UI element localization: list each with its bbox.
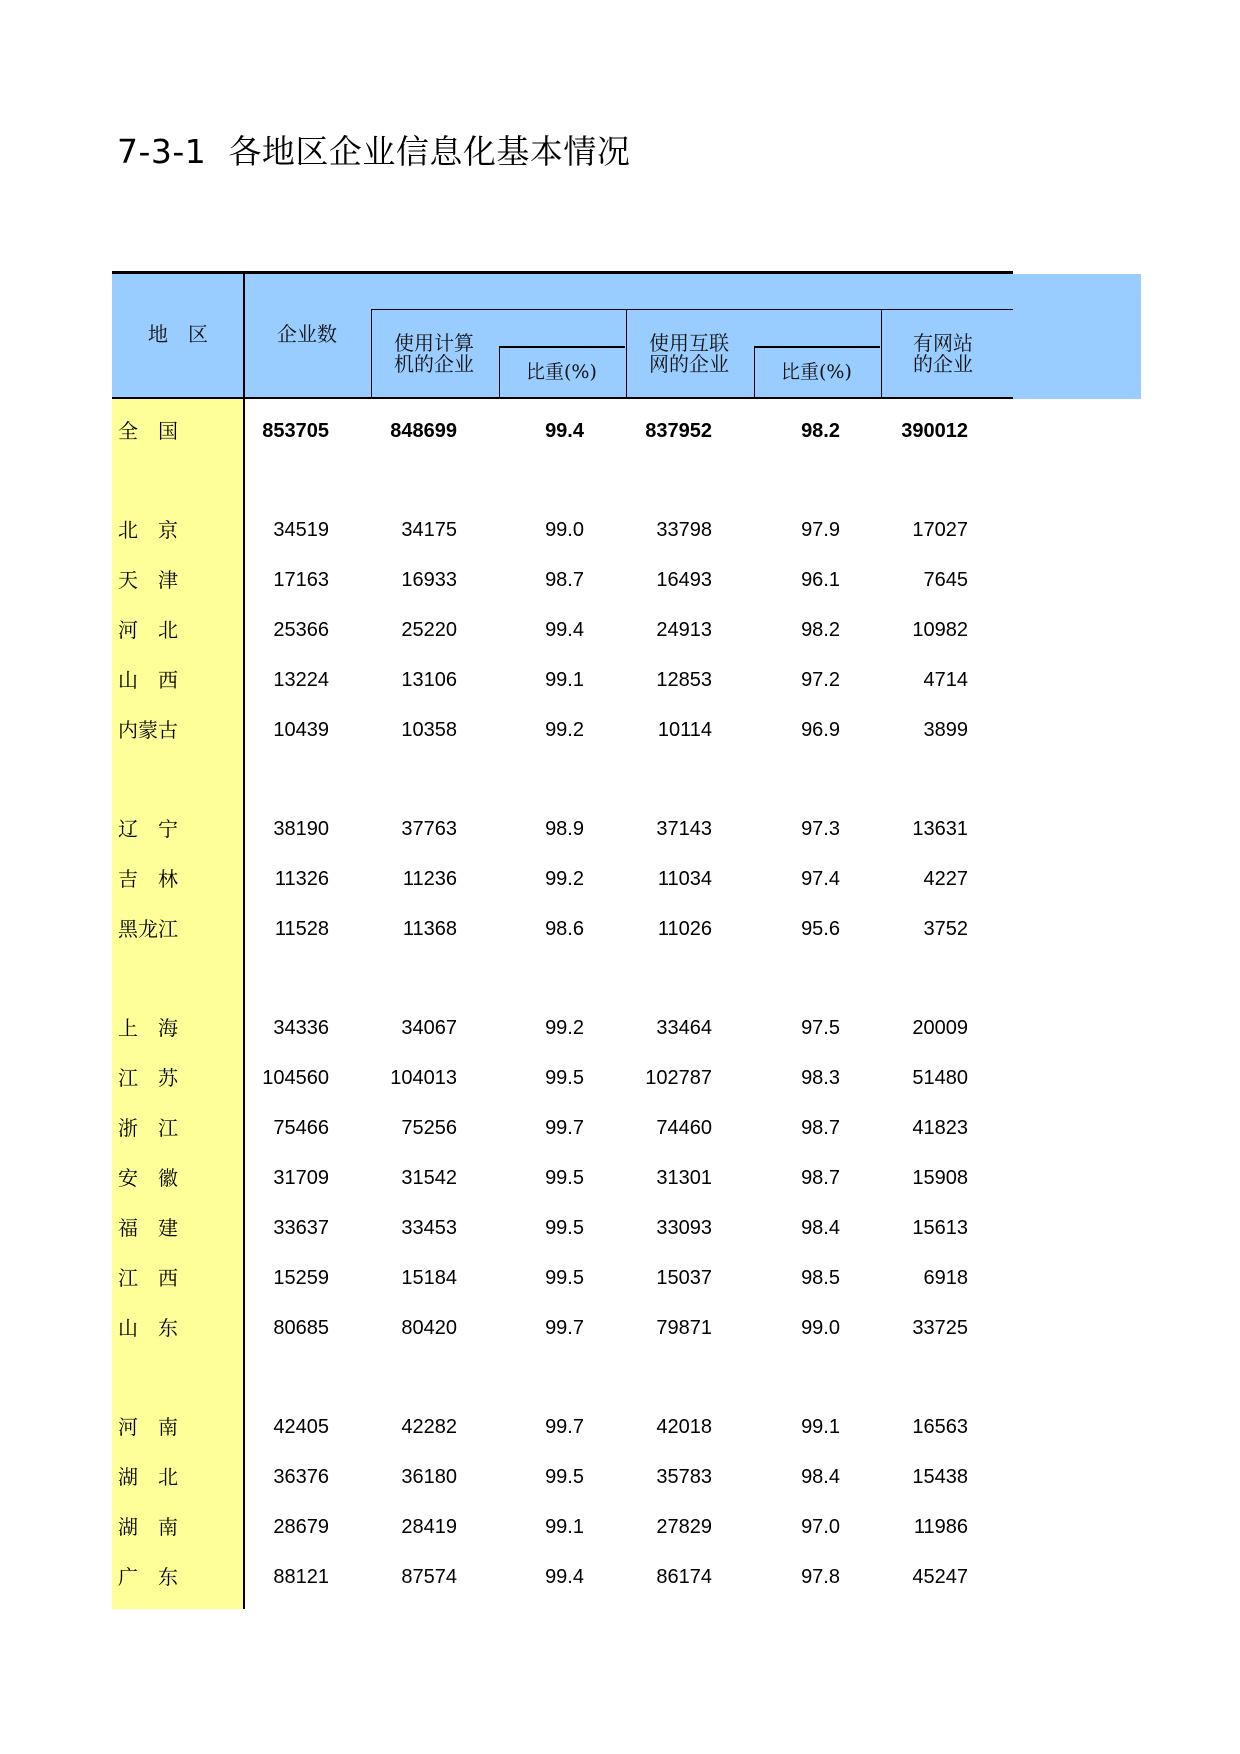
table-row [112,514,1012,546]
header-computer-line2: 机的企业 [394,352,474,376]
table-row [112,813,1012,845]
cell-enterprises: 13224 [273,669,329,691]
cell-computer: 11236 [402,868,457,890]
region-name: 广 东 [118,1565,178,1589]
cell-website: 13631 [912,818,968,840]
region-name: 湖 南 [118,1515,178,1539]
header-top-rule [112,271,1013,274]
cell-internet: 12853 [656,669,712,691]
cell-enterprises: 33637 [273,1217,329,1239]
table-row [112,1312,1012,1344]
table-row [112,564,1012,596]
subheader-rule [371,309,1013,310]
cell-computer-pct: 99.4 [545,420,584,442]
cell-internet-pct: 97.2 [801,669,840,691]
col-divider-2 [499,346,500,398]
region-name: 北 京 [118,518,178,542]
table-row [112,614,1012,646]
cell-internet-pct: 98.7 [801,1117,840,1139]
cell-internet: 837952 [645,420,712,442]
table-row [112,1511,1012,1543]
table-row [112,1062,1012,1094]
cell-enterprises: 34336 [273,1017,329,1039]
cell-internet-pct: 97.0 [801,1516,840,1538]
cell-enterprises: 42405 [273,1416,329,1438]
table-row [112,1561,1012,1593]
header-internet-line1: 使用互联 [649,331,729,355]
cell-computer: 104013 [390,1067,457,1089]
cell-computer-pct: 99.1 [545,1516,584,1538]
cell-computer: 16933 [401,569,457,591]
cell-enterprises: 28679 [273,1516,329,1538]
table-row [112,1461,1012,1493]
cell-website: 10982 [912,619,968,641]
cell-computer-pct: 99.4 [545,1566,584,1588]
cell-website: 7645 [923,569,968,591]
cell-computer-pct: 99.7 [545,1317,584,1339]
region-name: 安 徽 [118,1166,178,1190]
region-name: 浙 江 [118,1116,178,1140]
header-internet [649,333,729,375]
header-computer-line1: 使用计算 [394,331,474,355]
cell-computer-pct: 99.7 [545,1416,584,1438]
region-name: 福 建 [118,1216,178,1240]
cell-computer-pct: 99.2 [545,868,584,890]
cell-computer-pct: 99.7 [545,1117,584,1139]
cell-enterprises: 11326 [274,868,329,890]
cell-internet-pct: 97.3 [801,818,840,840]
cell-internet-pct: 96.9 [801,719,840,741]
header-enterprises: 企业数 [277,322,337,346]
cell-internet: 42018 [656,1416,712,1438]
col-divider-5 [881,309,882,398]
cell-internet-pct: 98.5 [801,1267,840,1289]
cell-website: 16563 [912,1416,968,1438]
table-row [112,664,1012,696]
table-row [112,1411,1012,1443]
cell-computer: 34067 [401,1017,457,1039]
cell-website: 4227 [923,868,968,890]
cell-computer-pct: 99.1 [545,669,584,691]
cell-internet-pct: 99.1 [801,1416,840,1438]
cell-computer-pct: 99.2 [545,1017,584,1039]
cell-internet: 86174 [656,1566,712,1588]
cell-internet: 74460 [656,1117,712,1139]
table-row [112,863,1012,895]
header-computer [394,333,474,375]
cell-internet-pct: 97.5 [801,1017,840,1039]
region-name: 河 南 [118,1415,178,1439]
cell-internet-pct: 97.8 [801,1566,840,1588]
cell-computer-pct: 99.5 [545,1466,584,1488]
cell-enterprises: 88121 [273,1566,329,1588]
header-website-line2: 的企业 [913,352,973,376]
cell-computer-pct: 99.5 [545,1167,584,1189]
cell-internet: 102787 [645,1067,712,1089]
region-name: 天 津 [118,568,178,592]
cell-website: 6918 [923,1267,968,1289]
cell-internet-pct: 98.4 [801,1217,840,1239]
col-divider-3 [626,309,627,398]
cell-internet-pct: 98.2 [801,420,840,442]
cell-internet-pct: 97.4 [801,868,840,890]
cell-computer: 75256 [401,1117,457,1139]
cell-enterprises: 11528 [274,918,329,940]
cell-computer-pct: 98.9 [545,818,584,840]
table-row [112,714,1012,746]
cell-internet: 37143 [656,818,712,840]
cell-enterprises: 75466 [273,1117,329,1139]
region-name: 辽 宁 [118,817,178,841]
cell-enterprises: 25366 [273,619,329,641]
cell-internet: 33464 [656,1017,712,1039]
cell-website: 33725 [912,1317,968,1339]
table-number: 7-3-1 [117,132,207,171]
cell-computer-pct: 99.0 [545,519,584,541]
cell-internet-pct: 98.4 [801,1466,840,1488]
cell-internet-pct: 97.9 [801,519,840,541]
table-title: 各地区企业信息化基本情况 [228,132,631,171]
cell-internet: 33798 [656,519,712,541]
cell-enterprises: 17163 [273,569,329,591]
table-row [112,1162,1012,1194]
cell-website: 15438 [912,1466,968,1488]
cell-computer: 80420 [401,1317,457,1339]
cell-computer: 36180 [401,1466,457,1488]
header-computer-pct: 比重(%) [526,361,597,383]
cell-enterprises: 80685 [273,1317,329,1339]
cell-internet: 24913 [656,619,712,641]
table-row [112,1212,1012,1244]
region-name: 吉 林 [118,867,178,891]
table-row [112,1012,1012,1044]
region-name: 黑龙江 [118,917,178,941]
cell-website: 390012 [901,420,968,442]
region-name: 江 西 [118,1266,178,1290]
cell-internet: 35783 [656,1466,712,1488]
header-website-line1: 有网站 [913,331,973,355]
cell-internet: 31301 [656,1167,712,1189]
col-divider-4 [754,346,755,398]
cell-website: 45247 [912,1566,968,1588]
cell-internet: 15037 [656,1267,712,1289]
cell-internet: 33093 [656,1217,712,1239]
header-bottom-rule [112,397,1013,399]
cell-website: 11986 [913,1516,968,1538]
region-name: 内蒙古 [118,718,178,742]
cell-internet: 79871 [656,1317,712,1339]
cell-enterprises: 104560 [262,1067,329,1089]
cell-internet: 27829 [656,1516,712,1538]
cell-website: 20009 [912,1017,968,1039]
header-region: 地 区 [148,322,208,346]
table-row [112,913,1012,945]
cell-computer: 33453 [401,1217,457,1239]
header-internet-line2: 网的企业 [649,352,729,376]
internet-pct-rule [754,346,880,348]
table-row [112,1112,1012,1144]
table-row [112,1262,1012,1294]
cell-computer-pct: 99.4 [545,619,584,641]
cell-enterprises: 38190 [273,818,329,840]
region-name: 上 海 [118,1016,178,1040]
cell-internet-pct: 98.7 [801,1167,840,1189]
cell-enterprises: 853705 [262,420,329,442]
page-title [117,126,630,173]
cell-computer: 28419 [401,1516,457,1538]
region-name: 山 西 [118,668,178,692]
cell-enterprises: 31709 [273,1167,329,1189]
cell-computer: 25220 [401,619,457,641]
cell-website: 17027 [912,519,968,541]
cell-computer: 10358 [401,719,457,741]
cell-website: 51480 [912,1067,968,1089]
cell-internet-pct: 98.2 [801,619,840,641]
cell-computer-pct: 99.5 [545,1067,584,1089]
cell-enterprises: 36376 [273,1466,329,1488]
computer-pct-rule [499,346,625,348]
cell-computer: 37763 [401,818,457,840]
cell-internet: 16493 [656,569,712,591]
cell-internet: 11034 [657,868,712,890]
cell-website: 4714 [923,669,968,691]
cell-internet-pct: 95.6 [801,918,840,940]
cell-computer: 34175 [401,519,457,541]
table-row-total [112,415,1012,447]
cell-website: 3752 [923,918,968,940]
region-name: 江 苏 [118,1066,178,1090]
region-name: 山 东 [118,1316,178,1340]
cell-computer: 15184 [401,1267,457,1289]
cell-computer-pct: 99.2 [545,719,584,741]
cell-computer: 13106 [401,669,457,691]
cell-enterprises: 15259 [273,1267,329,1289]
cell-computer-pct: 99.5 [545,1217,584,1239]
cell-computer: 87574 [401,1566,457,1588]
cell-computer: 42282 [401,1416,457,1438]
cell-internet-pct: 98.3 [801,1067,840,1089]
cell-internet-pct: 96.1 [801,569,840,591]
header-internet-pct: 比重(%) [781,361,852,383]
cell-enterprises: 10439 [273,719,329,741]
col-divider-1 [371,309,372,398]
region-name: 湖 北 [118,1465,178,1489]
cell-computer: 848699 [390,420,457,442]
cell-website: 41823 [912,1117,968,1139]
region-name: 河 北 [118,618,178,642]
cell-internet: 10114 [657,719,712,741]
cell-website: 3899 [923,719,968,741]
cell-website: 15613 [912,1217,968,1239]
cell-enterprises: 34519 [273,519,329,541]
region-name: 全 国 [118,419,178,443]
cell-website: 15908 [912,1167,968,1189]
header-website [913,333,973,375]
cell-internet-pct: 99.0 [801,1317,840,1339]
cell-internet: 11026 [657,918,712,940]
cell-computer: 31542 [401,1167,457,1189]
cell-computer-pct: 98.7 [545,569,584,591]
cell-computer-pct: 99.5 [545,1267,584,1289]
cell-computer-pct: 98.6 [545,918,584,940]
cell-computer: 11368 [402,918,457,940]
